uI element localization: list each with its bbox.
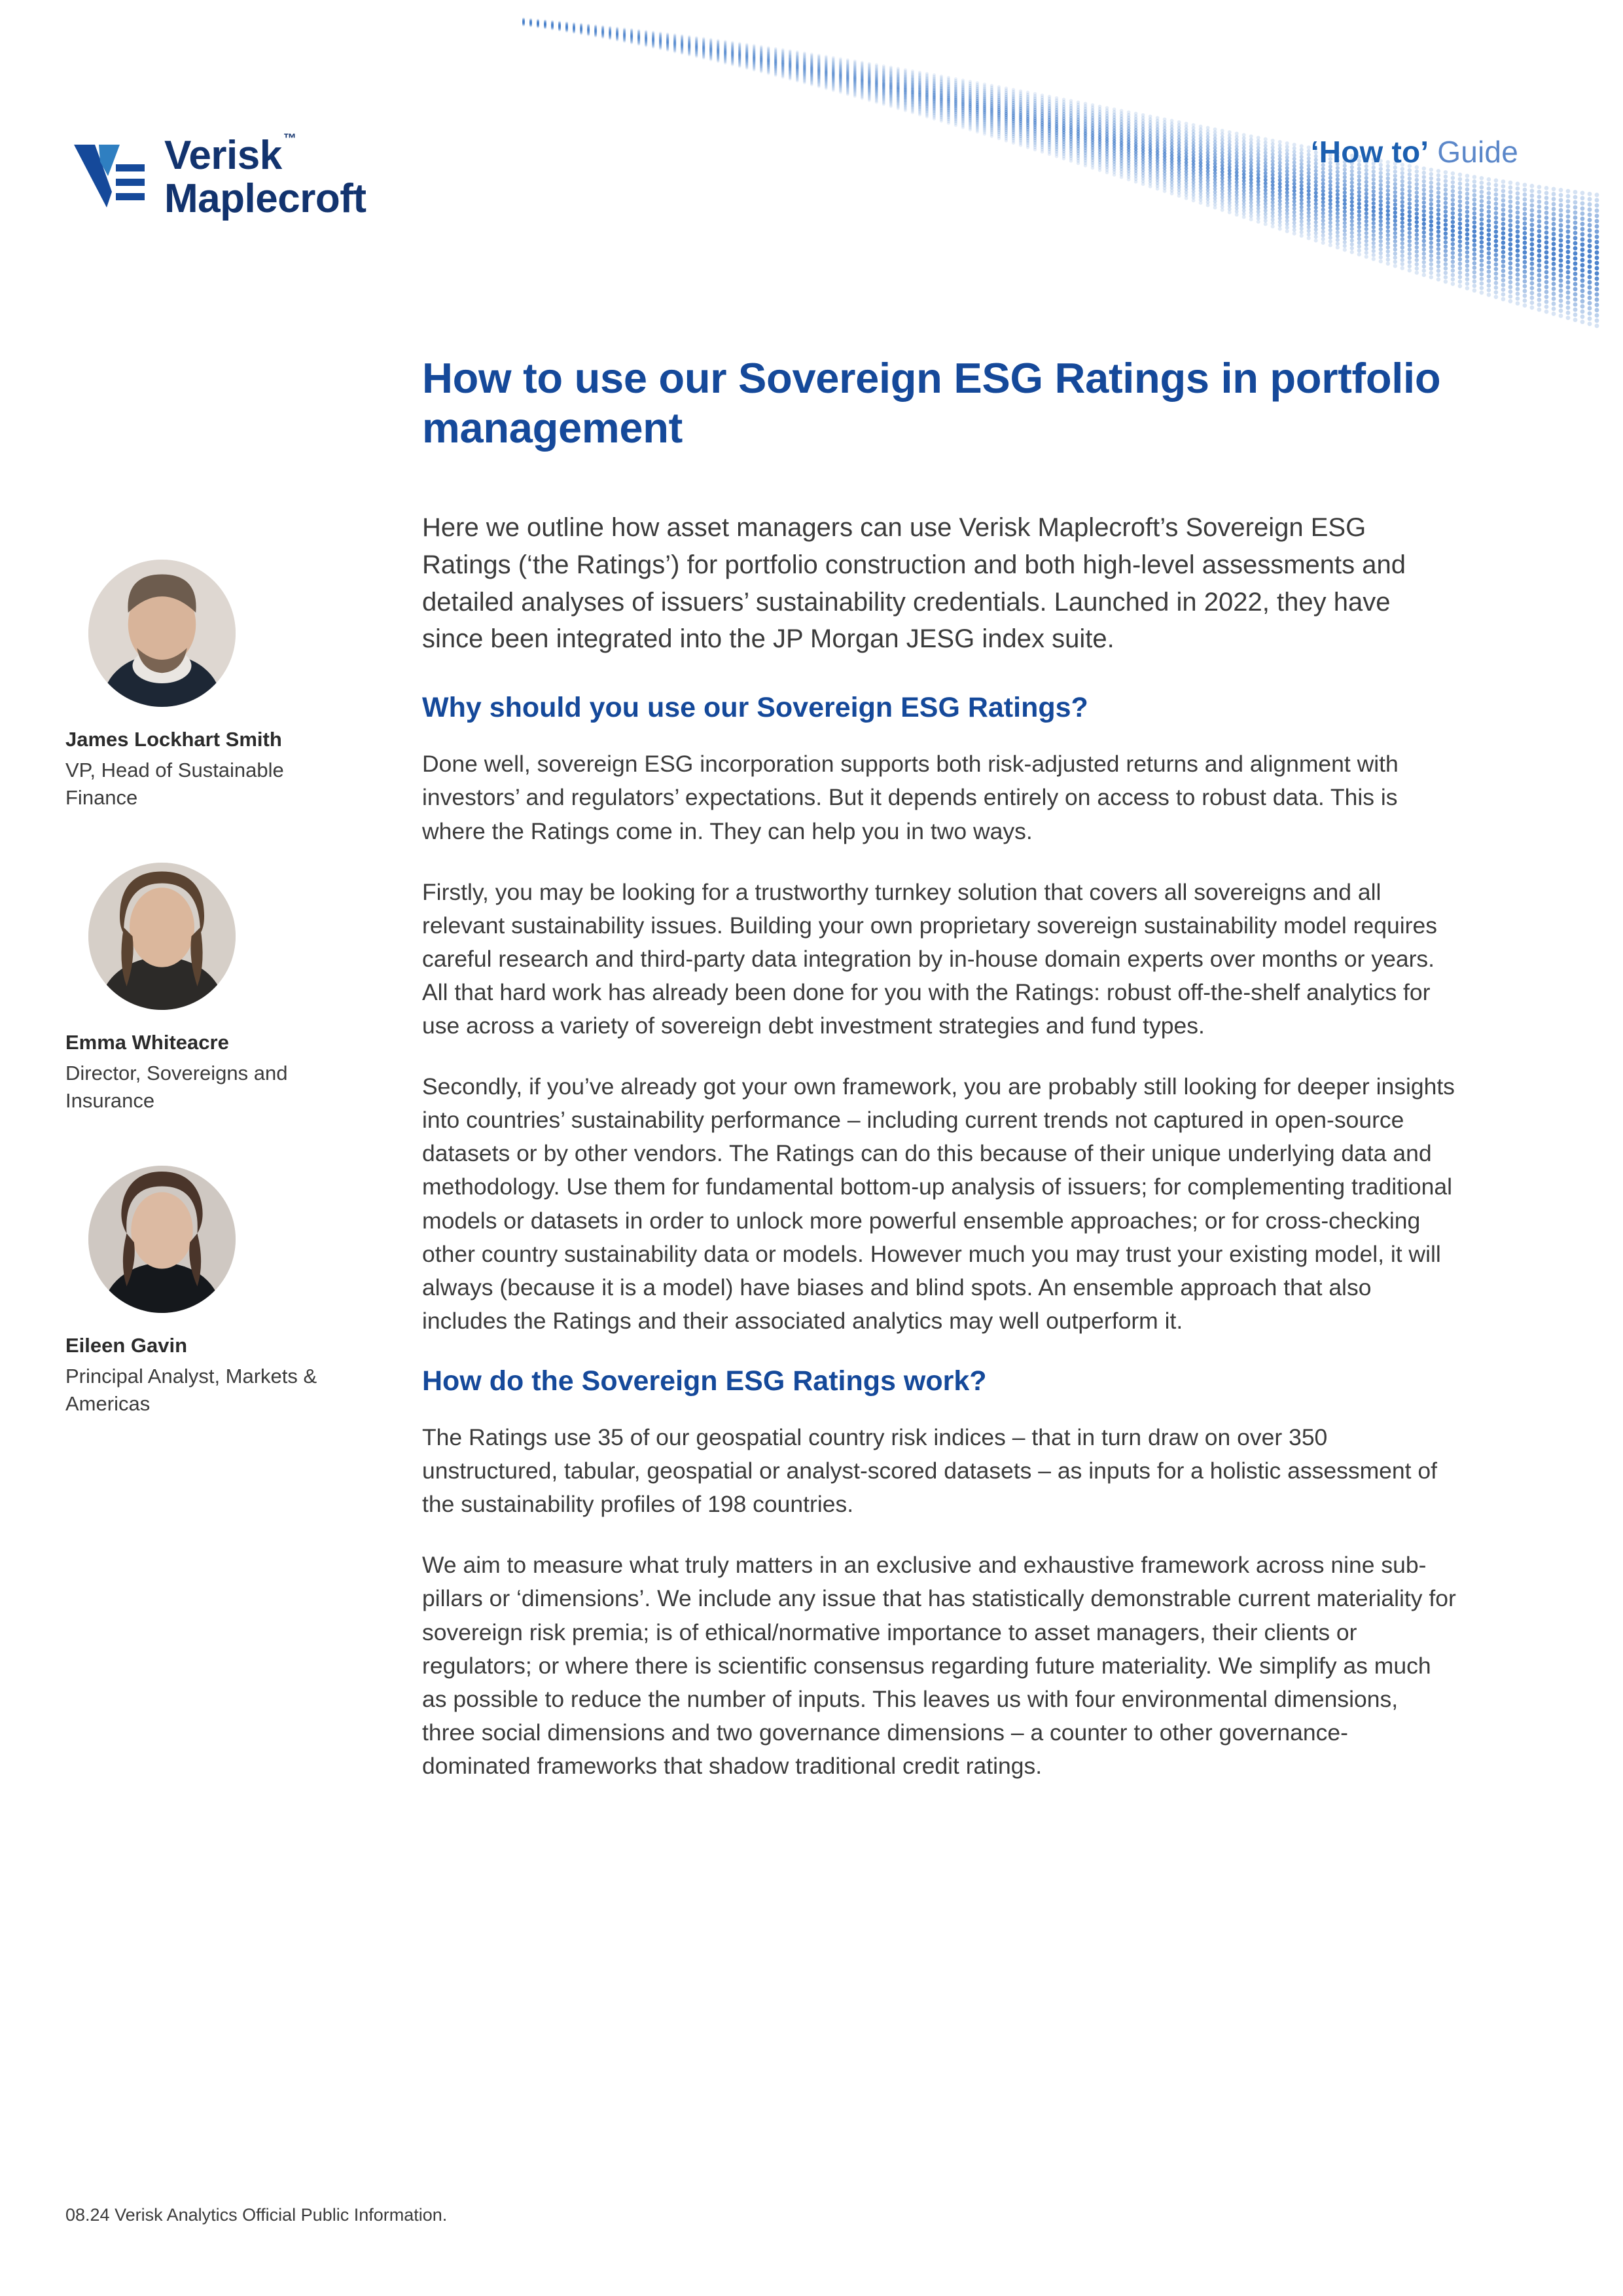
verisk-v-icon xyxy=(69,135,147,219)
paragraph: Secondly, if you’ve already got your own framework, you are probably still looking for deeper insights into countries’ sustainability performance – including current trends not captured in open-source datasets or by other vendors. The Ratings can do this because of their unique underlying data and methodology. Use them for fundamental bottom-up analysis of issuers; for complementing traditional models or datasets in order to unlock more powerful ensemble approaches; or for cross-checking other country sustainability data or models. However much you may trust your existing model, it will always (because it is a model) have biases and blind spots. An ensemble approach that also includes the Ratings and their associated analytics may well outperform it. xyxy=(422,1073,1455,1334)
lead-paragraph: Here we outline how asset managers can use Verisk Maplecroft’s Sovereign ESG Ratings (‘the Ratings’) for portfolio construction and both high-level assessments and detailed analyses of issuers’ sustainability credentials. Launched in 2022, they have since been integrated into the JP Morgan JESG index suite. xyxy=(422,513,1406,654)
paragraph: Done well, sovereign ESG incorporation supports both risk-adjusted returns and alignment with investors’ and regulators’ expectations. But it depends entirely on access to robust data. This is where the Ratings come in. They can help you in two ways. xyxy=(422,751,1399,844)
author-name: James Lockhart Smith xyxy=(65,728,282,751)
logo-trademark: ™ xyxy=(283,132,296,147)
avatar xyxy=(88,1166,236,1313)
authors-sidebar xyxy=(65,560,373,1469)
avatar xyxy=(88,560,236,707)
page-title: How to use our Sovereign ESG Ratings in portfolio management xyxy=(422,354,1441,452)
section-heading-how: How do the Sovereign ESG Ratings work? xyxy=(422,1365,987,1397)
paragraph: We aim to measure what truly matters in an exclusive and exhaustive framework across nine sub-pillars or ‘dimensions’. We include any issue that has statistically demonstrable current materiality for sovereign risk premia; is of ethical/normative importance to asset managers, their clients or regulators; or where there is scientific consensus regarding future materiality. We simplify as much as possible to reduce the number of inputs. This leaves us with four environmental dimensions, three social dimensions and two governance dimensions – a counter to other governance-dominated frameworks that shadow traditional credit ratings. xyxy=(422,1552,1456,1780)
verisk-maplecroft-logo xyxy=(69,134,366,220)
guide-label-strong: ‘How to’ xyxy=(1310,135,1429,169)
decorative-dot-wave xyxy=(497,0,1623,393)
logo-line-2: Maplecroft xyxy=(164,175,366,221)
portrait-photo-icon xyxy=(88,560,236,707)
guide-label-rest: Guide xyxy=(1429,135,1518,169)
section-heading-why: Why should you use our Sovereign ESG Ratings? xyxy=(422,692,1088,724)
main-content xyxy=(422,353,1469,1810)
author-name: Eileen Gavin xyxy=(65,1333,188,1357)
author-role: VP, Head of Sustainable Finance xyxy=(65,759,284,810)
footer-text: 08.24 Verisk Analytics Official Public Information. xyxy=(65,2205,448,2225)
avatar xyxy=(88,863,236,1010)
guide-label xyxy=(1311,134,1518,170)
paragraph: Firstly, you may be looking for a trustworthy turnkey solution that covers all sovereigns and all relevant sustainability issues. Building your own proprietary sovereign sustainability model requires careful research and third-party data integration by in-house domain experts over months or years. All that hard work has already been done for you with the Ratings: robust off-the-shelf analytics for use across a variety of sovereign debt investment strategies and fund types. xyxy=(422,878,1437,1039)
author-card xyxy=(65,1166,373,1418)
paragraph: The Ratings use 35 of our geospatial country risk indices – that in turn draw on over 350 unstructured, tabular, geospatial or analyst-scored datasets – as inputs for a holistic assessment of the sustainability profiles of 198 countries. xyxy=(422,1424,1437,1518)
author-role: Director, Sovereigns and Insurance xyxy=(65,1062,288,1113)
author-role: Principal Analyst, Markets & Americas xyxy=(65,1365,317,1416)
portrait-photo-icon xyxy=(88,863,236,1010)
author-card xyxy=(65,863,373,1115)
author-name: Emma Whiteacre xyxy=(65,1030,229,1054)
portrait-photo-icon xyxy=(88,1166,236,1313)
logo-line-1: Verisk xyxy=(164,133,282,178)
author-card xyxy=(65,560,373,812)
